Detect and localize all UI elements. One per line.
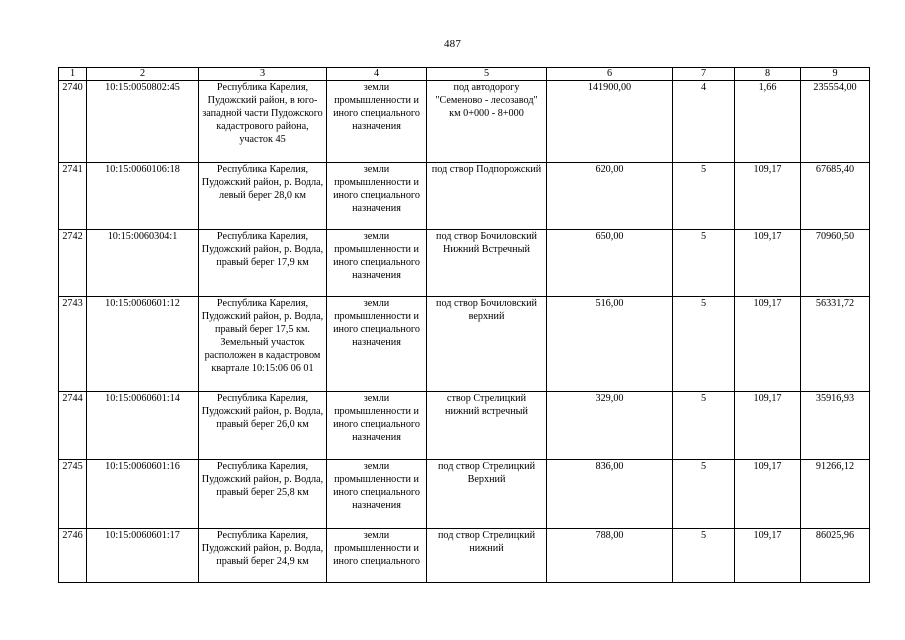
row-number: 2746 (59, 529, 87, 583)
group-cell: 5 (673, 297, 735, 392)
group-cell: 4 (673, 81, 735, 163)
value-cell: 35916,93 (801, 392, 870, 460)
column-header-2: 2 (87, 68, 199, 81)
row-number: 2742 (59, 230, 87, 297)
usage-purpose-cell: под створ Бочиловский верхний (427, 297, 547, 392)
usage-purpose-cell: под створ Стрелицкий Верхний (427, 460, 547, 529)
column-header-3: 3 (199, 68, 327, 81)
area-cell: 516,00 (547, 297, 673, 392)
rate-cell: 109,17 (735, 163, 801, 230)
row-number: 2744 (59, 392, 87, 460)
row-number: 2741 (59, 163, 87, 230)
location-cell: Республика Карелия, Пудожский район, р. Водла, правый берег 25,8 км (199, 460, 327, 529)
rate-cell: 109,17 (735, 297, 801, 392)
location-cell: Республика Карелия, Пудожский район, р. Водла, левый берег 28,0 км (199, 163, 327, 230)
column-header-4: 4 (327, 68, 427, 81)
column-header-1: 1 (59, 68, 87, 81)
cadastral-number: 10:15:0060106:18 (87, 163, 199, 230)
column-header-5: 5 (427, 68, 547, 81)
usage-purpose-cell: под створ Бочиловский Нижний Встречный (427, 230, 547, 297)
table-row (59, 392, 870, 460)
location-cell (199, 529, 327, 583)
value-cell: 70960,50 (801, 230, 870, 297)
table-row (59, 297, 870, 392)
value-cell: 67685,40 (801, 163, 870, 230)
land-category-cell: земли промышленности и иного специального назначения (327, 81, 427, 163)
row-number: 2740 (59, 81, 87, 163)
area-cell: 650,00 (547, 230, 673, 297)
cadastral-number: 10:15:0060601:17 (87, 529, 199, 583)
row-number: 2745 (59, 460, 87, 529)
usage-purpose-cell: под автодорогу "Семеново - лесозавод" км 0+000 - 8+000 (427, 81, 547, 163)
land-category-cell: земли промышленности и иного специального назначения (327, 230, 427, 297)
table-row (59, 529, 870, 583)
cadastral-number: 10:15:0060601:16 (87, 460, 199, 529)
column-header-8: 8 (735, 68, 801, 81)
area-cell: 329,00 (547, 392, 673, 460)
location-cell: Республика Карелия, Пудожский район, в юго-западной части Пудожского кадастрового района, участок 45 (199, 81, 327, 163)
land-category-cell: земли промышленности и иного специального назначения (327, 163, 427, 230)
area-cell: 141900,00 (547, 81, 673, 163)
group-cell: 5 (673, 163, 735, 230)
table-row (59, 460, 870, 529)
location-text: Республика Карелия, Пудожский район, р. Водла, правый берег 24,9 км (201, 530, 324, 567)
land-category-text: земли промышленности и иного специального (333, 530, 420, 567)
table-row (59, 163, 870, 230)
value-cell: 56331,72 (801, 297, 870, 392)
group-cell: 5 (673, 230, 735, 297)
cadastral-number: 10:15:0060304:1 (87, 230, 199, 297)
rate-cell: 109,17 (735, 529, 801, 583)
cadastral-number: 10:15:0050802:45 (87, 81, 199, 163)
land-category-cell: земли промышленности и иного специального назначения (327, 392, 427, 460)
column-number-row (59, 68, 870, 81)
location-cell: Республика Карелия, Пудожский район, р. Водла, правый берег 26,0 км (199, 392, 327, 460)
group-cell: 5 (673, 529, 735, 583)
rate-cell: 109,17 (735, 460, 801, 529)
land-category-cell: земли промышленности и иного специального назначения (327, 460, 427, 529)
area-cell: 788,00 (547, 529, 673, 583)
rate-cell: 109,17 (735, 392, 801, 460)
location-cell: Республика Карелия, Пудожский район, р. Водла, правый берег 17,5 км. Земельный участок расположен в кадастровом квартале 10:15:06 06 01 (199, 297, 327, 392)
area-cell: 620,00 (547, 163, 673, 230)
column-header-6: 6 (547, 68, 673, 81)
cadastral-number: 10:15:0060601:12 (87, 297, 199, 392)
rate-cell: 109,17 (735, 230, 801, 297)
column-header-7: 7 (673, 68, 735, 81)
row-number: 2743 (59, 297, 87, 392)
value-cell: 86025,96 (801, 529, 870, 583)
land-register-table (58, 67, 870, 583)
page-number: 487 (443, 38, 462, 50)
usage-purpose-cell: под створ Стрелицкий нижний (427, 529, 547, 583)
location-cell: Республика Карелия, Пудожский район, р. Водла, правый берег 17,9 км (199, 230, 327, 297)
land-category-cell: земли промышленности и иного специального назначения (327, 297, 427, 392)
usage-purpose-cell: створ Стрелицкий нижний встречный (427, 392, 547, 460)
group-cell: 5 (673, 392, 735, 460)
value-cell: 91266,12 (801, 460, 870, 529)
rate-cell: 1,66 (735, 81, 801, 163)
table-row (59, 81, 870, 163)
area-cell: 836,00 (547, 460, 673, 529)
cadastral-number: 10:15:0060601:14 (87, 392, 199, 460)
land-category-cell (327, 529, 427, 583)
usage-purpose-cell: под створ Подпорожский (427, 163, 547, 230)
column-header-9: 9 (801, 68, 870, 81)
table-row (59, 230, 870, 297)
value-cell: 235554,00 (801, 81, 870, 163)
group-cell: 5 (673, 460, 735, 529)
